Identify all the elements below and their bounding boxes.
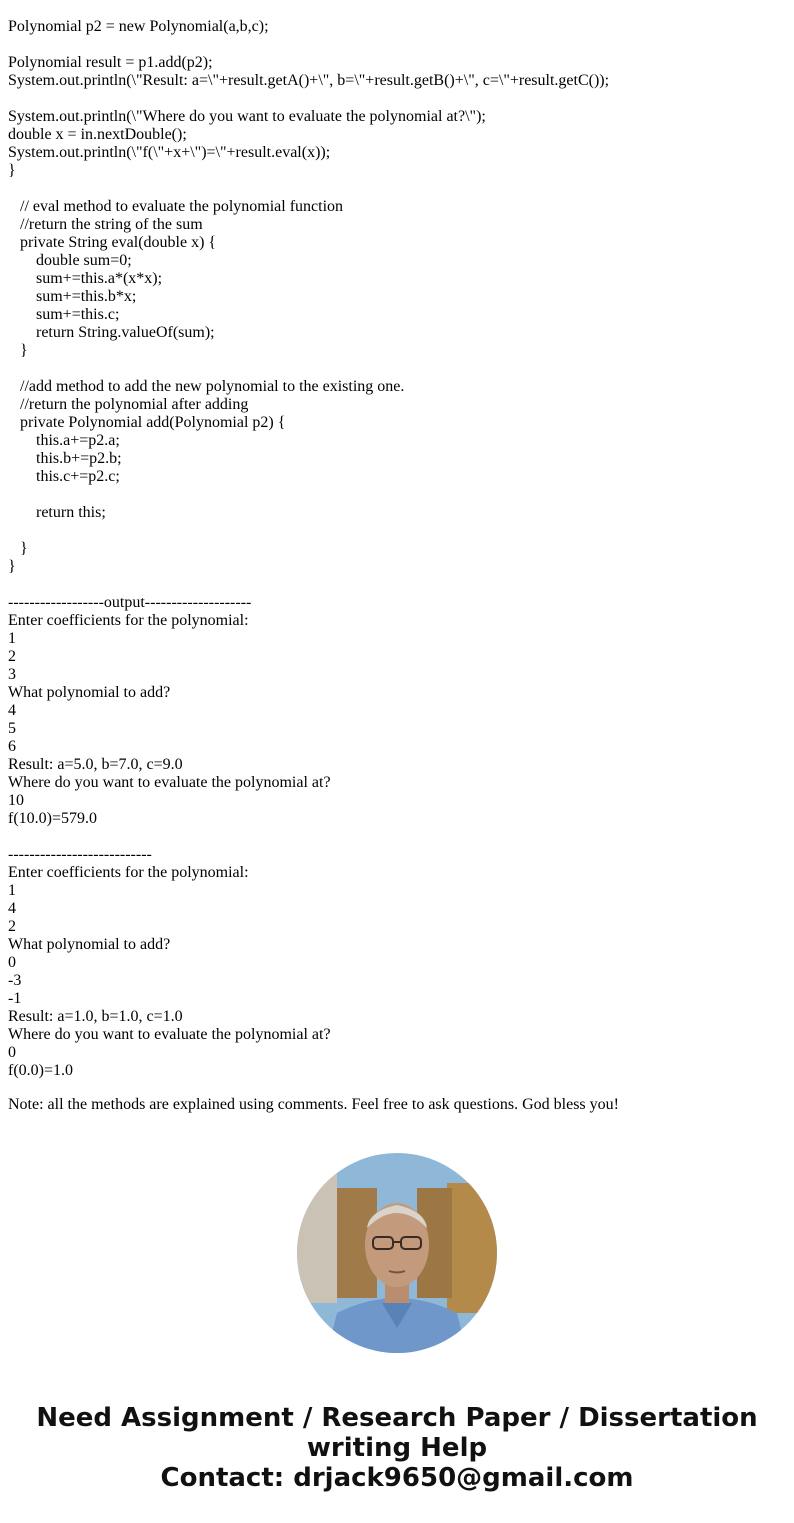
promo-line-1: Need Assignment / Research Paper / Dissertation <box>36 1403 758 1433</box>
code-line: 5 <box>8 720 16 737</box>
answer-content <box>8 18 788 1114</box>
code-line: What polynomial to add? <box>8 684 171 701</box>
code-line: sum+=this.a*(x*x); <box>8 270 163 287</box>
code-line: Polynomial result = p1.add(p2); <box>8 54 213 71</box>
code-line: Result: a=5.0, b=7.0, c=9.0 <box>8 756 183 773</box>
code-line: //return the polynomial after adding <box>8 396 249 413</box>
code-line: Result: a=1.0, b=1.0, c=1.0 <box>8 1008 183 1025</box>
blank-line <box>8 360 788 378</box>
code-line: f(0.0)=1.0 <box>8 1062 74 1079</box>
closing-note: Note: all the methods are explained using comments. Feel free to ask questions. God bless you! <box>8 1096 619 1113</box>
code-line: System.out.println(\"Where do you want to evaluate the polynomial at?\"); <box>8 108 486 125</box>
code-line: this.c+=p2.c; <box>8 468 120 485</box>
code-line: //add method to add the new polynomial to the existing one. <box>8 378 405 395</box>
code-line: 1 <box>8 630 16 647</box>
code-line: 4 <box>8 702 16 719</box>
code-line: Polynomial p2 = new Polynomial(a,b,c); <box>8 18 269 35</box>
blank-line <box>8 90 788 108</box>
code-line: 2 <box>8 918 16 935</box>
code-line: private Polynomial add(Polynomial p2) { <box>8 414 286 431</box>
code-line: this.b+=p2.b; <box>8 450 122 467</box>
code-line: } <box>8 162 16 179</box>
blank-line <box>8 828 788 846</box>
code-line: 3 <box>8 666 16 683</box>
code-line: private String eval(double x) { <box>8 234 217 251</box>
code-line: 6 <box>8 738 16 755</box>
blank-line <box>8 36 788 54</box>
code-line: Enter coefficients for the polynomial: <box>8 864 249 881</box>
blank-line <box>8 522 788 540</box>
code-line: Where do you want to evaluate the polynomial at? <box>8 1026 331 1043</box>
code-line: } <box>8 558 16 575</box>
code-line: Enter coefficients for the polynomial: <box>8 612 249 629</box>
code-line: sum+=this.c; <box>8 306 120 323</box>
avatar <box>297 1153 497 1353</box>
code-line: return this; <box>8 504 106 521</box>
promo-banner <box>0 1403 794 1493</box>
code-line: 2 <box>8 648 16 665</box>
code-line: f(10.0)=579.0 <box>8 810 98 827</box>
code-line: this.a+=p2.a; <box>8 432 120 449</box>
code-line: // eval method to evaluate the polynomial function <box>8 198 344 215</box>
code-line: 4 <box>8 900 16 917</box>
promo-line-2: writing Help <box>306 1433 488 1463</box>
code-line: //return the string of the sum <box>8 216 203 233</box>
code-line: } <box>8 540 28 557</box>
blank-line <box>8 576 788 594</box>
avatar-photo <box>297 1153 497 1353</box>
blank-line <box>8 486 788 504</box>
promo-contact: Contact: drjack9650@gmail.com <box>160 1463 634 1493</box>
code-line: return String.valueOf(sum); <box>8 324 215 341</box>
blank-line <box>8 180 788 198</box>
code-line: 10 <box>8 792 24 809</box>
code-line: sum+=this.b*x; <box>8 288 137 305</box>
code-line: --------------------------- <box>8 846 152 863</box>
code-line: System.out.println(\"Result: a=\"+result.getA()+\", b=\"+result.getB()+\", c=\"+result.getC()); <box>8 72 610 89</box>
code-line: } <box>8 342 28 359</box>
code-line: 0 <box>8 1044 16 1061</box>
code-line: ------------------output-------------------- <box>8 594 252 611</box>
spacer <box>8 1080 788 1096</box>
code-line: Where do you want to evaluate the polynomial at? <box>8 774 331 791</box>
code-line: -1 <box>8 990 22 1007</box>
code-line: -3 <box>8 972 22 989</box>
code-line: What polynomial to add? <box>8 936 171 953</box>
code-line: 1 <box>8 882 16 899</box>
code-line: 0 <box>8 954 16 971</box>
code-line: double x = in.nextDouble(); <box>8 126 187 143</box>
code-block <box>8 18 788 1080</box>
code-line: System.out.println(\"f(\"+x+\")=\"+result.eval(x)); <box>8 144 331 161</box>
code-line: double sum=0; <box>8 252 132 269</box>
